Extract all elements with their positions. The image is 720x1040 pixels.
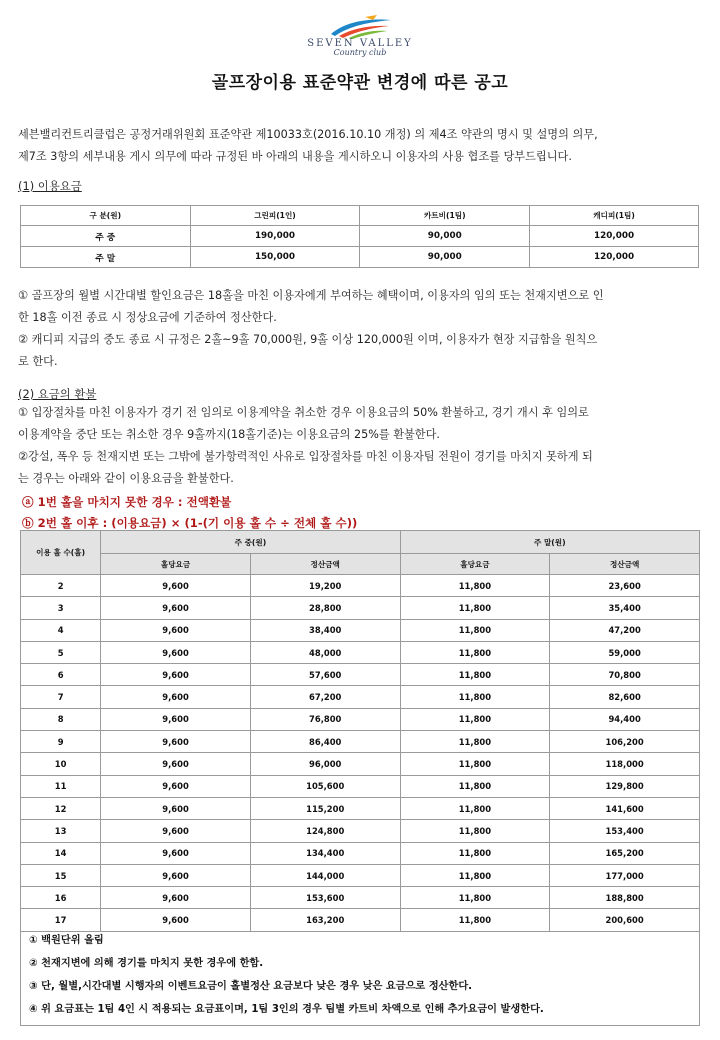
swoosh-logo-icon	[325, 14, 395, 40]
table-cell: 11,800	[400, 887, 550, 909]
table-cell: 11,800	[400, 842, 550, 864]
table-cell: 82,600	[550, 686, 700, 708]
table-cell: 120,000	[530, 226, 699, 247]
club-logo	[300, 14, 420, 66]
table-cell: 11,800	[400, 597, 550, 619]
fee-table	[20, 205, 699, 268]
logo-subtitle: Country club	[333, 48, 387, 57]
table-cell: 190,000	[190, 226, 360, 247]
table-cell: 9	[21, 731, 101, 753]
table-cell: 57,600	[250, 664, 400, 686]
note-line: 한 18홀 이전 종료 시 정상요금에 기준하여 정산한다.	[18, 311, 277, 324]
footnotes-box	[20, 926, 700, 1026]
table-cell: 11,800	[400, 820, 550, 842]
refund-line: 이용계약을 중단 또는 취소한 경우 9홀까지(18홀기준)는 이용요금의 25%를 환불한다.	[18, 428, 440, 441]
footnote: ② 천재지변에 의해 경기를 마치지 못한 경우에 한함.	[29, 958, 264, 969]
header-settlement-weekend: 정산금액	[550, 554, 700, 575]
table-cell: 11,800	[400, 686, 550, 708]
table-cell: 15	[21, 864, 101, 886]
refund-line: ① 입장절차를 마친 이용자가 경기 전 임의로 이용계약을 취소한 경우 이용요금의 50% 환불하고, 경기 개시 후 임의로	[18, 406, 589, 419]
table-cell: 13	[21, 820, 101, 842]
table-cell: 9,600	[101, 619, 251, 641]
table-row	[21, 842, 700, 864]
table-cell: 141,600	[550, 797, 700, 819]
header-holes-played: 이용 홀 수(홀)	[21, 531, 101, 575]
table-cell: 165,200	[550, 842, 700, 864]
table-cell: 11,800	[400, 797, 550, 819]
table-cell: 9,600	[101, 842, 251, 864]
table-cell: 120,000	[530, 247, 699, 268]
section-heading-refund: (2) 요금의 환불	[18, 387, 97, 401]
table-cell: 9,600	[101, 708, 251, 730]
table-cell: 11,800	[400, 664, 550, 686]
table-cell: 67,200	[250, 686, 400, 708]
table-cell: 86,400	[250, 731, 400, 753]
table-cell: 106,200	[550, 731, 700, 753]
table-cell: 4	[21, 619, 101, 641]
table-cell: 11,800	[400, 575, 550, 597]
table-cell: 153,400	[550, 820, 700, 842]
table-row	[21, 820, 700, 842]
fee-notes	[18, 285, 704, 373]
table-cell: 17	[21, 909, 101, 931]
table-cell: 144,000	[250, 864, 400, 886]
footnote: ③ 단, 월별,시간대별 시행자의 이벤트요금이 홀별정산 요금보다 낮은 경우 낮은 요금으로 정산한다.	[29, 981, 473, 992]
page-title: 골프장이용 표준약관 변경에 따른 공고	[211, 73, 509, 93]
table-cell: 12	[21, 797, 101, 819]
table-cell: 19,200	[250, 575, 400, 597]
header-settlement-weekday: 정산금액	[250, 554, 400, 575]
table-cell: 9,600	[101, 597, 251, 619]
refund-line: ②강설, 폭우 등 천재지변 또는 그밖에 불가항력적인 사유로 입장절차를 마친 이용자팀 전원이 경기를 마치지 못하게 되	[18, 450, 593, 463]
table-cell: 9,600	[101, 864, 251, 886]
table-cell: 11,800	[400, 753, 550, 775]
table-row	[21, 686, 700, 708]
table-cell: 9,600	[101, 775, 251, 797]
footnote: ① 백원단위 올림	[29, 935, 104, 946]
table-cell: 6	[21, 664, 101, 686]
note-line: 로 한다.	[18, 355, 58, 368]
table-cell: 105,600	[250, 775, 400, 797]
table-row	[21, 641, 700, 663]
table-row	[21, 708, 700, 730]
table-cell: 9,600	[101, 641, 251, 663]
fee-header-category: 구 분(원)	[21, 206, 191, 226]
table-cell: 9,600	[101, 664, 251, 686]
table-row	[21, 864, 700, 886]
table-row	[21, 597, 700, 619]
table-cell: 11,800	[400, 864, 550, 886]
header-per-hole-weekday: 홀당요금	[101, 554, 251, 575]
refund-paragraph	[18, 402, 704, 490]
table-cell: 11	[21, 775, 101, 797]
table-cell: 115,200	[250, 797, 400, 819]
table-row	[21, 775, 700, 797]
fee-header-caddie: 캐디피(1팀)	[530, 206, 699, 226]
table-cell: 134,400	[250, 842, 400, 864]
table-cell: 10	[21, 753, 101, 775]
fee-header-green: 그린피(1인)	[190, 206, 360, 226]
table-cell: 129,800	[550, 775, 700, 797]
table-cell: 200,600	[550, 909, 700, 931]
table-cell: 3	[21, 597, 101, 619]
table-cell: 11,800	[400, 731, 550, 753]
refund-line: 는 경우는 아래와 같이 이용요금을 환불한다.	[18, 472, 234, 485]
table-cell: 163,200	[250, 909, 400, 931]
table-cell: 76,800	[250, 708, 400, 730]
refund-table	[20, 530, 700, 932]
table-subheader-row	[21, 554, 700, 575]
intro-line: 제7조 3항의 세부내용 게시 의무에 따라 규정된 바 아래의 내용을 게시하오니 이용자의 사용 협조를 당부드립니다.	[18, 150, 572, 163]
table-cell: 8	[21, 708, 101, 730]
table-cell: 9,600	[101, 887, 251, 909]
table-cell: 28,800	[250, 597, 400, 619]
section-heading-fees: (1) 이용요금	[18, 179, 82, 193]
table-header-row	[21, 531, 700, 554]
table-cell: 9,600	[101, 753, 251, 775]
table-cell: 177,000	[550, 864, 700, 886]
table-cell: 9,600	[101, 909, 251, 931]
table-cell: 9,600	[101, 575, 251, 597]
table-cell: 90,000	[360, 247, 530, 268]
table-cell: 11,800	[400, 641, 550, 663]
table-cell: 11,800	[400, 775, 550, 797]
table-cell: 90,000	[360, 226, 530, 247]
table-cell: 35,400	[550, 597, 700, 619]
table-cell: 70,800	[550, 664, 700, 686]
table-cell: 150,000	[190, 247, 360, 268]
logo-name: SEVEN VALLEY	[307, 38, 413, 49]
intro-line: 세븐밸리컨트리클럽은 공정거래위원회 표준약관 제10033호(2016.10.10 개정) 의 제4조 약관의 명시 및 설명의 의무,	[18, 128, 598, 141]
table-cell: 47,200	[550, 619, 700, 641]
table-row	[21, 619, 700, 641]
table-cell: 11,800	[400, 909, 550, 931]
refund-rule-a: ⓐ 1번 홀을 마치지 못한 경우 : 전액환불	[22, 495, 232, 509]
table-cell: 124,800	[250, 820, 400, 842]
header-weekend: 주 말(원)	[400, 531, 699, 554]
footnote: ④ 위 요금표는 1팀 4인 시 적용되는 요금표이며, 1팀 3인의 경우 팀별 카트비 차액으로 인해 추가요금이 발생한다.	[29, 1004, 544, 1015]
table-cell: 5	[21, 641, 101, 663]
refund-rule-b: ⓑ 2번 홀 이후 : (이용요금) × (1-(기 이용 홀 수 ÷ 전체 홀 수))	[22, 516, 358, 530]
table-cell: 주 말	[21, 247, 191, 268]
table-cell: 118,000	[550, 753, 700, 775]
table-cell: 7	[21, 686, 101, 708]
table-row	[21, 247, 699, 268]
table-cell: 59,000	[550, 641, 700, 663]
table-row	[21, 226, 699, 247]
table-row	[21, 664, 700, 686]
fee-header-cart: 카트비(1팀)	[360, 206, 530, 226]
table-row	[21, 575, 700, 597]
refund-table-body	[21, 575, 700, 932]
table-cell: 2	[21, 575, 101, 597]
table-row	[21, 731, 700, 753]
table-cell: 11,800	[400, 708, 550, 730]
note-line: ② 캐디피 지급의 중도 종료 시 규정은 2홀~9홀 70,000원, 9홀 이상 120,000원 이며, 이용자가 현장 지급함을 원칙으	[18, 333, 598, 346]
table-cell: 94,400	[550, 708, 700, 730]
table-cell: 주 중	[21, 226, 191, 247]
table-cell: 188,800	[550, 887, 700, 909]
table-cell: 9,600	[101, 797, 251, 819]
table-row	[21, 887, 700, 909]
table-cell: 153,600	[250, 887, 400, 909]
table-cell: 11,800	[400, 619, 550, 641]
table-row	[21, 797, 700, 819]
header-per-hole-weekend: 홀당요금	[400, 554, 550, 575]
header-weekday: 주 중(원)	[101, 531, 400, 554]
table-header-row	[21, 206, 699, 226]
table-cell: 38,400	[250, 619, 400, 641]
table-cell: 23,600	[550, 575, 700, 597]
table-cell: 9,600	[101, 820, 251, 842]
table-cell: 9,600	[101, 686, 251, 708]
table-cell: 96,000	[250, 753, 400, 775]
table-row	[21, 753, 700, 775]
table-cell: 9,600	[101, 731, 251, 753]
intro-paragraph	[18, 124, 704, 168]
note-line: ① 골프장의 월별 시간대별 할인요금은 18홀을 마친 이용자에게 부여하는 혜택이며, 이용자의 임의 또는 천재지변으로 인	[18, 289, 604, 302]
table-cell: 16	[21, 887, 101, 909]
table-cell: 14	[21, 842, 101, 864]
table-cell: 48,000	[250, 641, 400, 663]
